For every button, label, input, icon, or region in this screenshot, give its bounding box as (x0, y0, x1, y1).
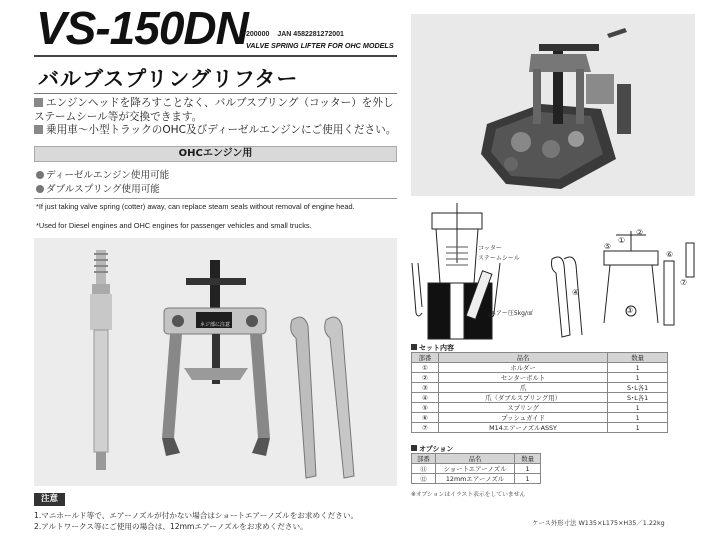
table-row: ④ 爪（ダブルスプリング用） S･L各1 (412, 393, 668, 403)
page-title: バルブスプリングリフター (38, 67, 299, 91)
column-header: 品名 (435, 454, 514, 464)
caution-line-1: 1.マニホールド等で、エアーノズルが付かない場合はショートエアーノズルをお求めください。 (34, 511, 359, 520)
table-row: ⑪ ショートエアーノズル 1 (412, 464, 541, 474)
set-contents-table (411, 352, 668, 433)
option-note: ※オプションはイラスト表示をしていません (411, 492, 526, 498)
callout-6: ⑥ (666, 250, 674, 259)
title-divider (34, 93, 397, 94)
callout-3: ③ (626, 306, 634, 315)
bullet-square-icon (34, 98, 43, 107)
bullet-square-icon (411, 445, 417, 451)
description-1: エンジンヘッドを降ろすことなく、バルブスプリング（コッター）を外しステームシール等が交換できます。 (34, 97, 394, 123)
bullet-square-icon (411, 344, 417, 350)
callout-2: ② (636, 228, 644, 237)
air-pressure-label: エアー圧5kg/㎠ (490, 310, 533, 317)
bullet-dot-icon (36, 171, 44, 179)
option-table-title: オプション (411, 444, 453, 454)
description-2: 乗用車～小型トラックのOHC及びディーゼルエンジンにご使用ください。 (34, 124, 399, 138)
engine-head-illustration (411, 14, 695, 196)
bullet-square-icon (34, 125, 43, 134)
model-number: VS-150DN (36, 2, 248, 54)
cotter-label: コッター (478, 245, 502, 252)
table-header-row (412, 454, 541, 464)
table-row: ⑫ 12mmエアーノズル 1 (412, 474, 541, 484)
table-row: ⑤ スプリング 1 (412, 403, 668, 413)
parts-diagram (404, 203, 704, 343)
exploded-parts (552, 231, 695, 337)
table-row: ⑥ プッシュガイド 1 (412, 413, 668, 423)
feature-diesel: ディーゼルエンジン使用可能 (36, 167, 169, 181)
english-note-1: *If just taking valve spring (cotter) away, can replace steam seals without removal of engine head. (36, 202, 355, 211)
holder-label: ネジ部に注意 (199, 322, 230, 328)
model-subtitle: VALVE SPRING LIFTER FOR OHC MODELS (246, 41, 394, 50)
column-header: 数量 (608, 353, 668, 363)
table-row: ② センターボルト 1 (412, 373, 668, 383)
jan-code: JAN 4582281272001 (277, 31, 344, 38)
column-header: 数量 (515, 454, 541, 464)
table-row: ① ホルダー 1 (412, 363, 668, 373)
column-header: 部番 (412, 353, 439, 363)
bullet-dot-icon (36, 185, 44, 193)
callout-7: ⑦ (680, 278, 688, 287)
column-header: 部番 (412, 454, 436, 464)
engine-head-photo (411, 14, 695, 196)
product-code (246, 31, 352, 38)
item-code: 200000 (246, 31, 270, 38)
option-table (411, 453, 541, 484)
ohc-engine-bar: OHCエンジン用 (34, 146, 397, 162)
case-dimensions: ケース外形寸法 W135×L175×H35／1.22kg (532, 519, 665, 527)
set-table-title: セット内容 (411, 343, 454, 353)
callout-1: ① (618, 236, 626, 245)
callout-5: ⑤ (604, 242, 612, 251)
table-row: ③ 爪 S･L各1 (412, 383, 668, 393)
product-photo (34, 238, 397, 486)
column-header: 品名 (438, 353, 607, 363)
header-divider (34, 55, 397, 57)
english-divider (34, 198, 397, 199)
feature-double-spring: ダブルスプリング使用可能 (36, 181, 160, 195)
english-note-2: *Used for Diesel engines and OHC engines for passenger vehicles and small trucks. (36, 221, 312, 230)
tool-set-illustration (34, 238, 397, 486)
callout-4: ④ (572, 288, 580, 297)
engine-cross-section (412, 203, 500, 339)
caution-line-2: 2.アルトワークス等にご使用の場合は、12mmエアーノズルをお求めください。 (34, 522, 308, 531)
stem-seal-label: ステームシール (478, 255, 520, 262)
caution-heading: 注意 (34, 493, 65, 506)
table-header-row (412, 353, 668, 363)
table-row: ⑦ M14エアーノズルASSY 1 (412, 423, 668, 433)
